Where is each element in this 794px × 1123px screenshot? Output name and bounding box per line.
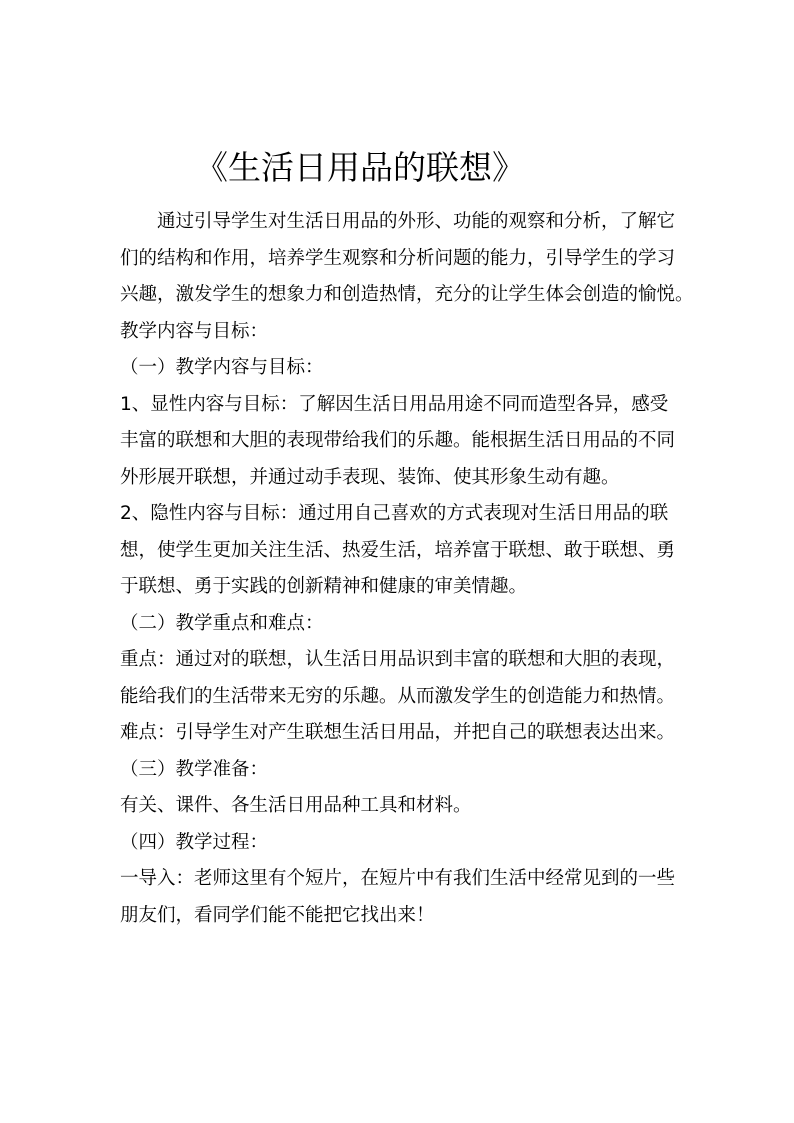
key-point-paragraph	[120, 642, 680, 715]
section-heading-2: （二）教学重点和难点：	[120, 612, 324, 634]
preparation-paragraph: 有关、课件、各生活日用品种工具和材料。	[120, 795, 472, 816]
paragraph-line: 2、隐性内容与目标：通过用自己喜欢的方式表现对生活日用品的联	[120, 503, 669, 524]
content-goals-heading: 教学内容与目标：	[120, 320, 269, 342]
paragraph-line: 能给我们的生活带来无穷的乐趣。从而激发学生的创造能力和热情。	[120, 685, 676, 707]
document-title: 《生活日用品的联想》	[195, 148, 525, 187]
implicit-goals-paragraph	[120, 496, 680, 606]
paragraph-line: 丰富的联想和大胆的表现带给我们的乐趣。能根据生活日用品的不同	[120, 430, 676, 451]
paragraph-line: 外形展开联想，并通过动手表现、装饰、使其形象生动有趣。	[120, 466, 620, 488]
explicit-goals-paragraph	[120, 387, 680, 497]
section-heading-4: （四）教学过程：	[120, 831, 269, 853]
paragraph-line: 于联想、勇于实践的创新精神和健康的审美情趣。	[120, 576, 528, 597]
paragraph-line: 想，使学生更加关注生活、热爱生活，培养富于联想、敢于联想、勇	[120, 539, 676, 561]
paragraph-line: 朋友们，看同学们能不能把它找出来！	[120, 904, 435, 926]
document-body	[120, 204, 694, 934]
difficult-point-paragraph: 难点：引导学生对产生联想生活日用品，并把自己的联想表达出来。	[120, 722, 676, 743]
section-heading-1: （一）教学内容与目标：	[120, 357, 324, 378]
intro-line: 兴趣，激发学生的想象力和创造热情，充分的让学生体会创造的愉悦。	[120, 284, 694, 305]
intro-line: 通过引导学生对生活日用品的外形、功能的观察和分析，了解它	[157, 211, 676, 232]
intro-paragraph	[120, 204, 694, 314]
paragraph-line: 一导入：老师这里有个短片，在短片中有我们生活中经常见到的一些	[120, 868, 676, 889]
paragraph-line: 1、显性内容与目标：了解因生活日用品用途不同而造型各异，感受	[120, 393, 669, 415]
intro-step-paragraph	[120, 861, 680, 934]
intro-line: 们的结构和作用，培养学生观察和分析问题的能力，引导学生的学习	[120, 247, 676, 269]
section-heading-3: （三）教学准备：	[120, 758, 269, 780]
paragraph-line: 重点：通过对的联想，认生活日用品识到丰富的联想和大胆的表现，	[120, 649, 676, 670]
